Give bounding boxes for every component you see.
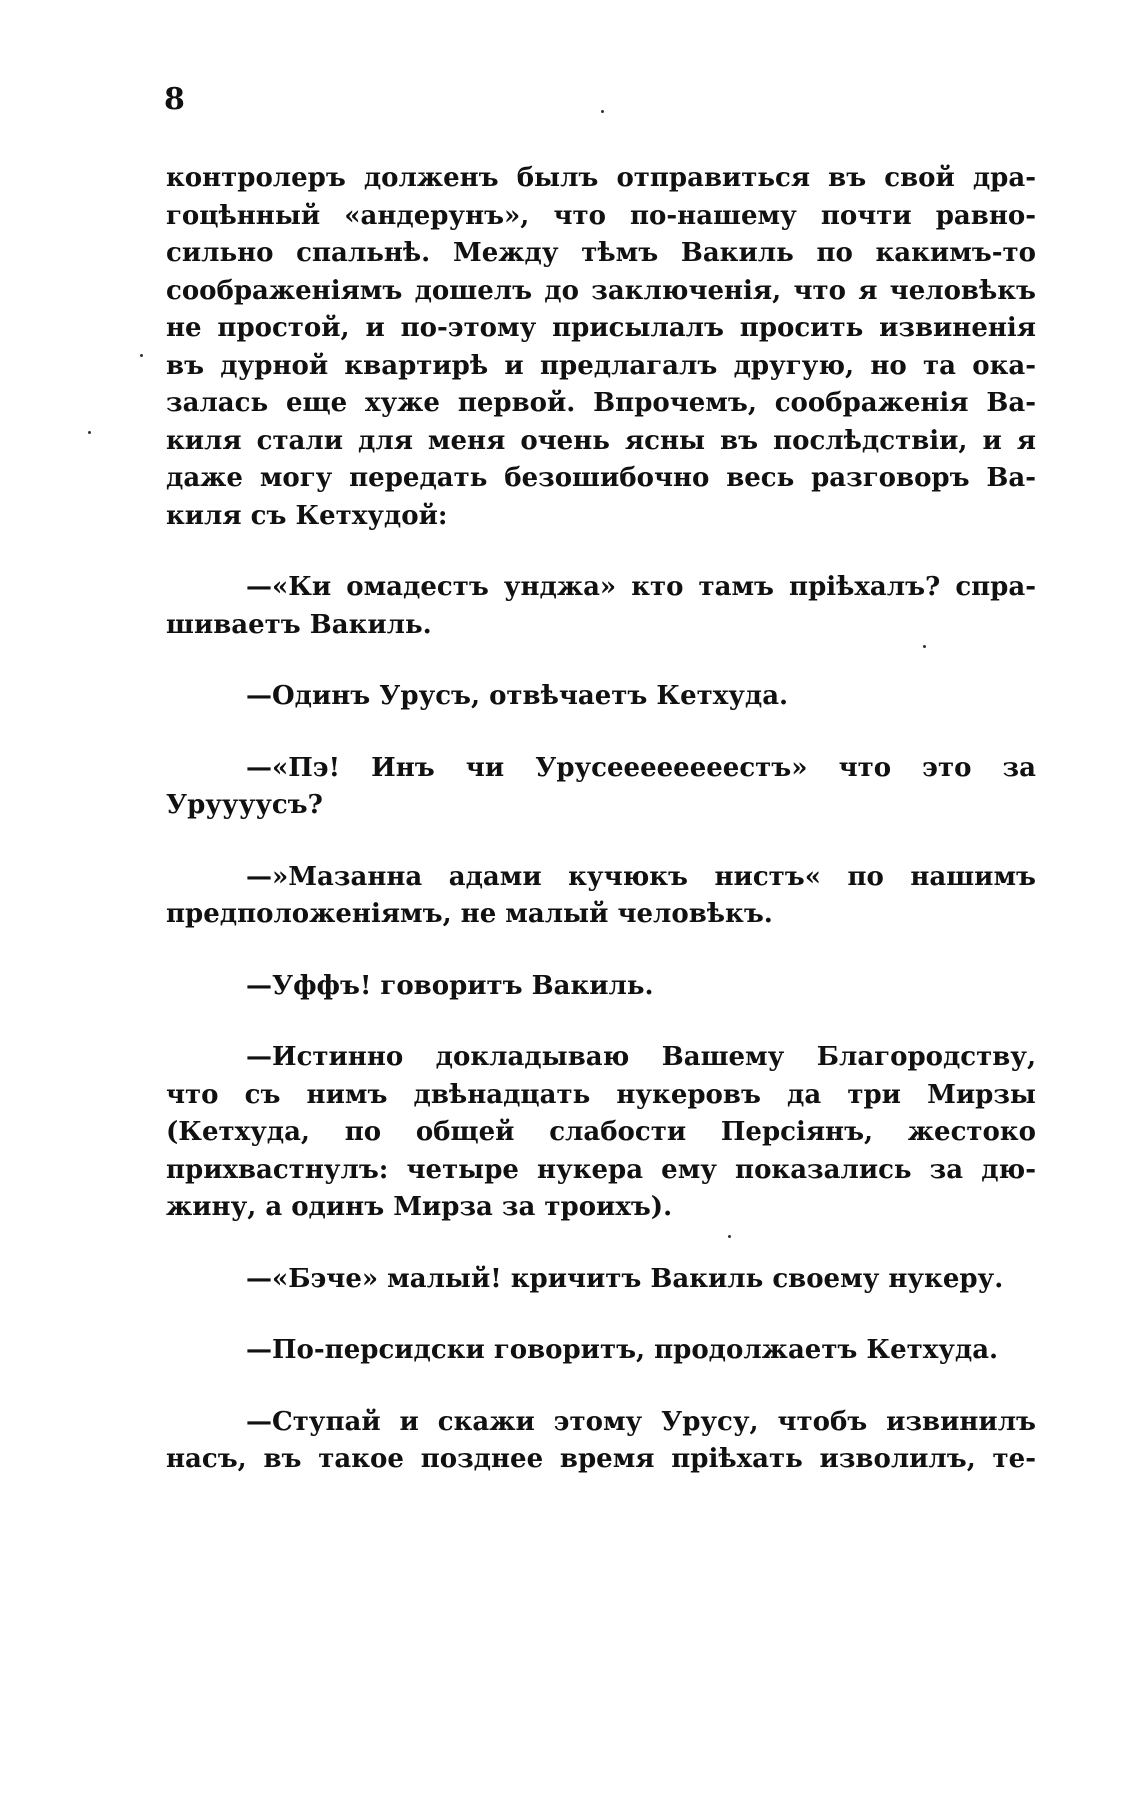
text-line: шиваетъ Вакиль.	[166, 609, 432, 640]
scan-speck	[601, 110, 604, 113]
text-line: прихвастнулъ: четыре нукера ему показались за дю-	[166, 1154, 1036, 1185]
text-line: предположеніямъ, не малый человѣкъ.	[166, 899, 773, 929]
paragraph	[166, 1261, 1036, 1299]
paragraph	[166, 678, 1036, 716]
text-line: киля стали для меня очень ясны въ послѣдствіи, и я	[166, 425, 1036, 456]
paragraph	[166, 1404, 1036, 1479]
text-line: —Уффъ! говоритъ Вакиль.	[246, 970, 654, 1001]
text-line: —«Бэче» малый! кричитъ Вакиль своему нукеру.	[246, 1263, 1004, 1294]
paragraph	[166, 569, 1036, 644]
text-line: —Истинно докладываю Вашему Благородству,	[246, 1042, 1036, 1072]
text-line: даже могу передать безошибочно весь разговоръ Ва-	[166, 463, 1036, 493]
paragraph	[166, 859, 1036, 934]
text-line: —Одинъ Урусъ, отвѣчаетъ Кетхуда.	[246, 681, 789, 711]
text-line: —По-персидски говоритъ, продолжаетъ Кетхуда.	[246, 1335, 999, 1365]
text-line: жину, а одинъ Мирза за троихъ).	[166, 1192, 673, 1222]
text-line: въ дурной квартирѣ и предлагалъ другую, но та ока-	[166, 350, 1036, 381]
text-line: сильно спальнѣ. Между тѣмъ Вакиль по какимъ-то	[166, 238, 1036, 268]
text-line: (Кетхуда, по общей слабости Персіянъ, жестоко	[166, 1117, 1036, 1147]
text-line: контролеръ долженъ былъ отправиться въ свой дра-	[166, 163, 1036, 193]
text-line: —»Мазанна адами кучюкъ нистъ« по нашимъ	[246, 861, 1036, 892]
scan-speck	[923, 645, 926, 648]
text-line: —«Пэ! Инъ чи Урусеееееееестъ» что это за	[246, 752, 1036, 783]
scan-speck	[140, 354, 143, 357]
paragraph	[166, 160, 1036, 535]
page-number: 8	[164, 82, 185, 117]
text-line: —«Ки омадестъ унджа» кто тамъ пріѣхалъ? спра-	[246, 572, 1036, 602]
text-line: гоцѣнный «андерунъ», что по-нашему почти равно-	[166, 200, 1036, 231]
scan-speck	[728, 1235, 731, 1238]
text-line: что съ нимъ двѣнадцать нукеровъ да три Мирзы	[166, 1079, 1036, 1110]
text-line: киля съ Кетхудой:	[166, 500, 448, 531]
text-line: залась еще хуже первой. Впрочемъ, соображенія Ва-	[166, 388, 1036, 418]
paragraph	[166, 750, 1036, 825]
scan-speck	[88, 431, 91, 434]
paragraph	[166, 1039, 1036, 1227]
text-line: насъ, въ такое позднее время пріѣхать изволилъ, те-	[166, 1444, 1036, 1474]
text-line: соображеніямъ дошелъ до заключенія, что я человѣкъ	[166, 275, 1036, 306]
text-line: —Ступай и скажи этому Урусу, чтобъ извинилъ	[246, 1406, 1036, 1437]
text-line: не простой, и по-этому присылалъ просить извиненія	[166, 313, 1036, 343]
paragraph	[166, 1332, 1036, 1370]
body-text	[166, 160, 1036, 1479]
paragraph	[166, 968, 1036, 1006]
text-line: Уруууусъ?	[166, 790, 323, 820]
